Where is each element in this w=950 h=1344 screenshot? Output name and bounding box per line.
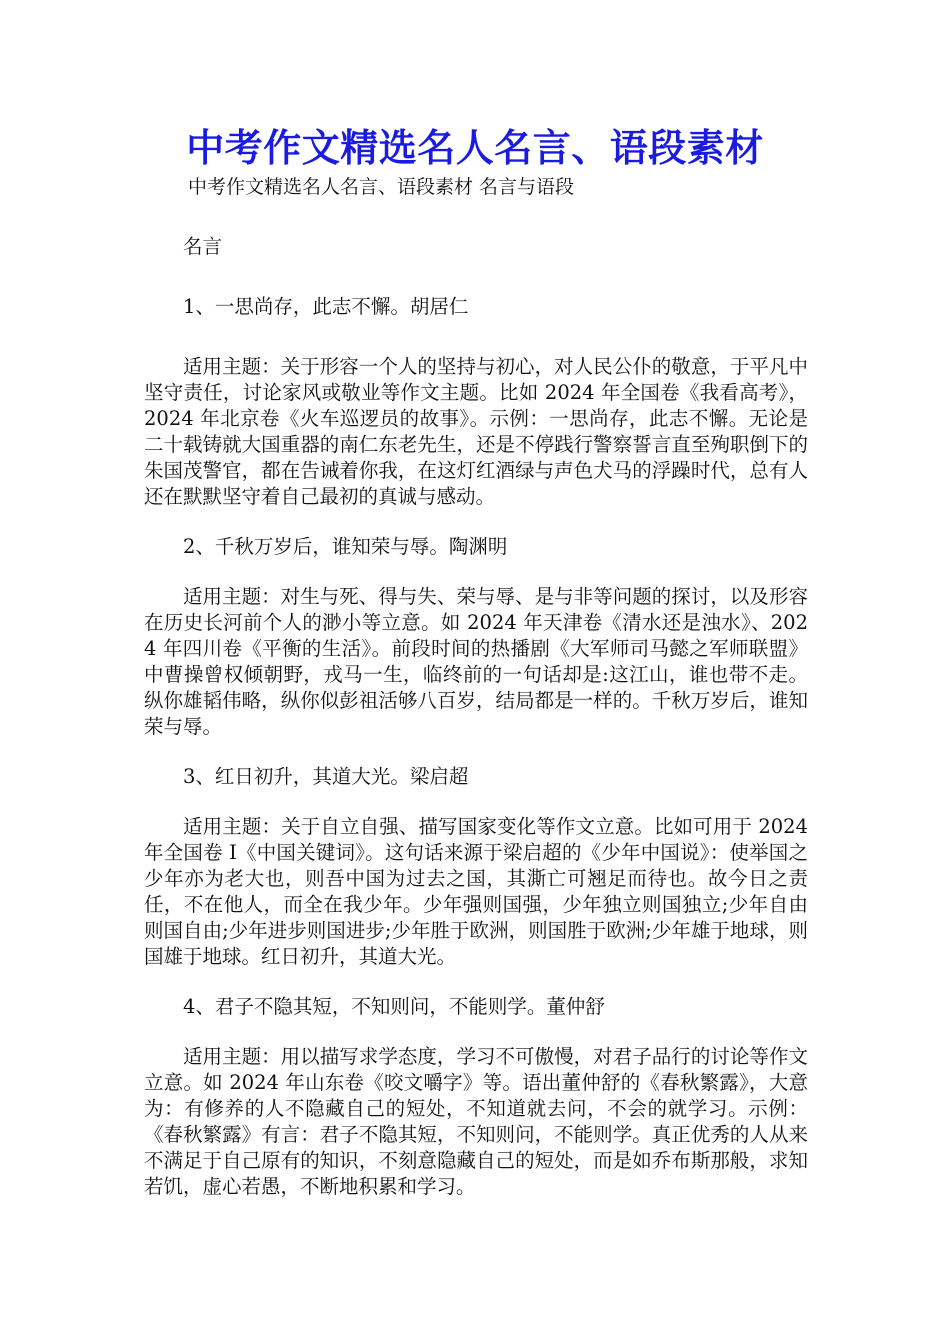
spacer xyxy=(144,260,808,294)
spacer xyxy=(144,200,808,234)
spacer xyxy=(144,790,808,814)
paragraph: 适用主题：对生与死、得与失、荣与辱、是与非等问题的探讨，以及形容在历史长河前个人的渺小等立意。如 2024 年天津卷《清水还是浊水》、2024 年四川卷《平衡的生活》。前段时间的热播剧《大军师司马懿之军师联盟》中曹操曾权倾朝野，戎马一生，临终前的一句话却是:这江山，谁也带不走。纵你雄韬伟略，纵你似彭祖活够八百岁，结局都是一样的。千秋万岁后，谁知荣与辱。 xyxy=(144,585,808,738)
spacer xyxy=(144,970,808,994)
document-subtitle: 中考作文精选名人名言、语段素材 名言与语段 xyxy=(188,176,575,198)
spacer xyxy=(144,510,808,534)
paragraph: 适用主题：用以描写求学态度，学习不可傲慢，对君子品行的讨论等作文立意。如 2024 年山东卷《咬文嚼字》等。语出董仲舒的《春秋繁露》，大意为：有修养的人不隐藏自己的短处，不知道就去问，不会的就学习。示例：《春秋繁露》有言：君子不隐其短，不知则问，不能则学。真正优秀的人从来不满足于自己原有的知识，不刻意隐藏自己的短处，而是如乔布斯那般，求知若饥，虚心若愚，不断地积累和学习。 xyxy=(144,1045,808,1198)
spacer xyxy=(144,320,808,354)
quote-line: 2、千秋万岁后，谁知荣与辱。陶渊明 xyxy=(183,535,508,558)
spacer xyxy=(144,560,808,584)
quote-line: 1、一思尚存，此志不懈。胡居仁 xyxy=(183,295,469,318)
document-title: 中考作文精选名人名言、语段素材 xyxy=(186,126,764,170)
paragraph: 适用主题：关于自立自强、描写国家变化等作文立意。比如可用于 2024 年全国卷 I《中国关键词》。这句话来源于梁启超的《少年中国说》：使举国之少年亦为老大也，则吾中国为过去之国，其澌亡可翘足而待也。故今日之责任，不在他人，而全在我少年。少年强则国强，少年独立则国独立;少年自由则国自由;少年进步则国进步;少年胜于欧洲，则国胜于欧洲;少年雄于地球，则国雄于地球。红日初升，其道大光。 xyxy=(144,815,808,968)
spacer xyxy=(144,740,808,764)
document-content xyxy=(144,174,808,1200)
quote-line: 4、君子不隐其短，不知则问，不能则学。董仲舒 xyxy=(183,995,605,1018)
paragraph: 适用主题：关于形容一个人的坚持与初心，对人民公仆的敬意，于平凡中坚守责任，讨论家风或敬业等作文主题。比如 2024 年全国卷《我看高考》，2024 年北京卷《火车巡逻员的故事》。示例：一思尚存，此志不懈。无论是二十载铸就大国重器的南仁东老先生，还是不停践行警察誓言直至殉职倒下的朱国茂警官，都在告诫着你我，在这灯红酒绿与声色犬马的浮躁时代，总有人还在默默坚守着自己最初的真诚与感动。 xyxy=(144,355,808,508)
spacer xyxy=(144,1020,808,1044)
section-heading: 名言 xyxy=(183,235,223,258)
quote-line: 3、红日初升，其道大光。梁启超 xyxy=(183,765,469,788)
